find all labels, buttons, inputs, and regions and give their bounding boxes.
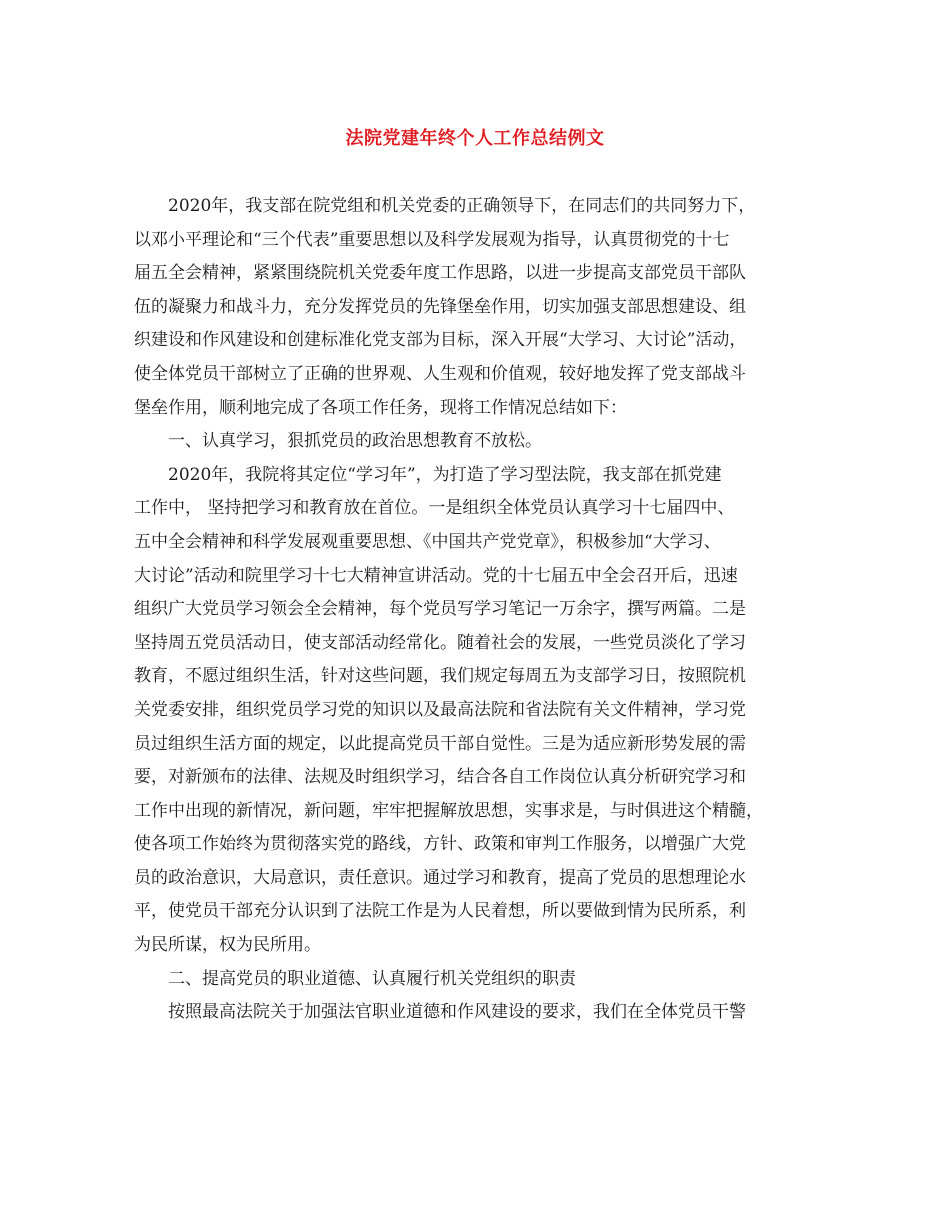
body-line: 坚持周五党员活动日，使支部活动经常化。随着社会的发展，一些党员淡化了学习	[134, 632, 746, 653]
body-line: 一、认真学习，狠抓党员的政治思想教育不放松。	[168, 431, 542, 452]
body-line: 届五全会精神，紧紧围绕院机关党委年度工作思路，以进一步提高支部党员干部队	[134, 263, 746, 284]
body-line: 使各项工作始终为贯彻落实党的路线，方针、政策和审判工作服务，以增强广大党	[134, 834, 746, 855]
body-line: 关党委安排，组织党员学习党的知识以及最高法院和省法院有关文件精神，学习党	[134, 699, 746, 720]
body-line: 2020年，我支部在院党组和机关党委的正确领导下，在同志们的共同努力下，	[168, 196, 756, 216]
body-line: 工作中出现的新情况，新问题，牢牢把握解放思想，实事求是，与时俱进这个精髓，	[134, 800, 763, 821]
body-line: 2020年，我院将其定位“学习年”，为打造了学习型法院，我支部在抓党建	[168, 464, 722, 485]
body-line: 按照最高法院关于加强法官职业道德和作风建设的要求，我们在全体党员干警	[168, 1002, 746, 1023]
document-body	[134, 190, 824, 1030]
body-line: 织建设和作风建设和创建标准化党支部为目标，深入开展“大学习、大讨论”活动，	[134, 330, 747, 351]
body-line: 伍的凝聚力和战斗力，充分发挥党员的先锋堡垒作用，切实加强支部思想建设、组	[134, 296, 746, 317]
body-line: 组织广大党员学习领会全会精神，每个党员写学习笔记一万余字，撰写两篇。二是	[134, 599, 746, 620]
body-line: 使全体党员干部树立了正确的世界观、人生观和价值观，较好地发挥了党支部战斗	[134, 363, 746, 384]
body-line: 工作中， 坚持把学习和教育放在首位。一是组织全体党员认真学习十七届四中、	[134, 498, 735, 519]
body-line: 大讨论”活动和院里学习十七大精神宣讲活动。党的十七届五中全会召开后，迅速	[134, 565, 738, 586]
body-line: 为民所谋，权为民所用。	[134, 935, 321, 956]
body-line: 员过组织生活方面的规定，以此提高党员干部自觉性。三是为适应新形势发展的需	[134, 733, 746, 754]
body-line: 堡垒作用，顺利地完成了各项工作任务，现将工作情况总结如下：	[134, 397, 627, 418]
body-line: 以邓小平理论和“三个代表”重要思想以及科学发展观为指导，认真贯彻党的十七	[134, 229, 730, 250]
body-line: 员的政治意识，大局意识，责任意识。通过学习和教育，提高了党员的思想理论水	[134, 867, 746, 888]
body-line: 要，对新颁布的法律、法规及时组织学习，结合各自工作岗位认真分析研究学习和	[134, 767, 746, 788]
body-line: 五中全会精神和科学发展观重要思想、《中国共产党党章》，积极参加“大学习、	[134, 531, 721, 552]
body-line: 教育，不愿过组织生活，针对这些问题，我们规定每周五为支部学习日，按照院机	[134, 666, 746, 687]
body-line: 二、提高党员的职业道德、认真履行机关党组织的职责	[168, 968, 576, 989]
document-title: 法院党建年终个人工作总结例文	[345, 128, 605, 149]
body-line: 平，使党员干部充分认识到了法院工作是为人民着想，所以要做到情为民所系，利	[134, 901, 746, 922]
